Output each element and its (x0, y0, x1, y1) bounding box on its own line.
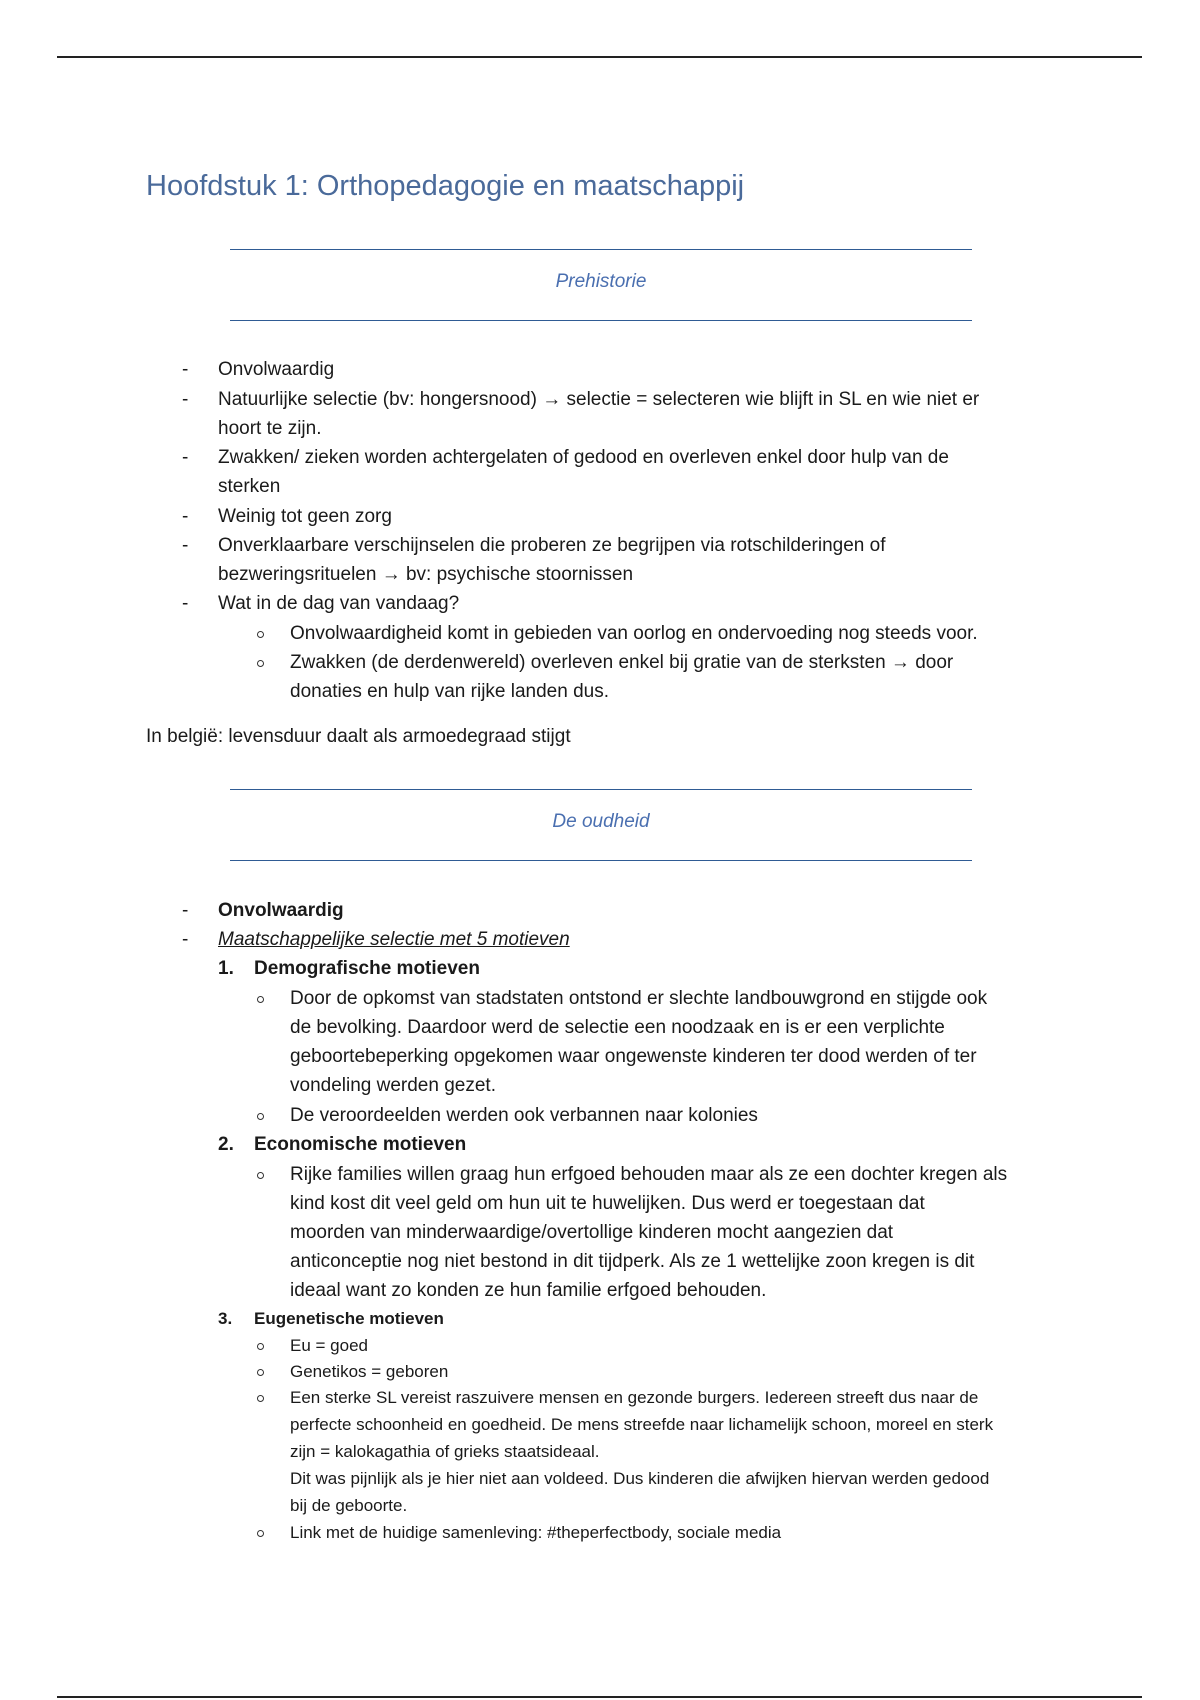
sub-list-item: Eu = goed (290, 1336, 368, 1355)
section-heading-label: De oudheid (552, 811, 650, 832)
section-heading-oudheid (230, 789, 972, 861)
section-rule-bottom (230, 860, 972, 861)
list-item-continuation: sterken (218, 476, 281, 497)
page-header-rule (57, 56, 1142, 58)
sub-list-item-continuation: Dit was pijnlijk als je hier niet aan voldeed. Dus kinderen die afwijken hiervan werden gedood (290, 1469, 990, 1488)
list-item: Onverklaarbare verschijnselen die proberen ze begrijpen via rotschilderingen of (218, 535, 886, 556)
sub-list-item: Genetikos = geboren (290, 1362, 449, 1381)
sub-list-item: Zwakken (de derdenwereld) overleven enkel bij gratie van de sterksten → door (290, 652, 954, 673)
sub-list-item: Onvolwaardigheid komt in gebieden van oorlog en ondervoeding nog steeds voor. (290, 623, 978, 644)
dash-bullet: - (182, 929, 189, 950)
dash-bullet: - (182, 506, 189, 527)
sub-list-item: Link met de huidige samenleving: #theperfectbody, sociale media (290, 1523, 782, 1542)
section-rule-top (230, 249, 972, 250)
dash-bullet: - (182, 535, 189, 556)
motive-title: Economische motieven (254, 1134, 467, 1155)
circle-bullet-icon (257, 1369, 264, 1376)
circle-bullet-icon (257, 1113, 264, 1120)
circle-bullet-icon (257, 1395, 264, 1402)
section-heading-prehistorie (230, 249, 972, 321)
sub-list-item: Door de opkomst van stadstaten ontstond er slechte landbouwgrond en stijgde ook (290, 988, 988, 1009)
sub-list-item-continuation: vondeling werden gezet. (290, 1075, 496, 1096)
list-item-continuation: bezweringsrituelen → bv: psychische stoornissen (218, 564, 634, 585)
section-heading-label: Prehistorie (555, 271, 647, 292)
list-item-continuation: hoort te zijn. (218, 418, 322, 439)
sub-list-item: Een sterke SL vereist raszuivere mensen en gezonde burgers. Iedereen streeft dus naar de (290, 1388, 979, 1407)
sub-list-item-continuation: bij de geboorte. (290, 1496, 408, 1515)
list-item: Wat in de dag van vandaag? (218, 593, 460, 614)
sub-list-item-continuation: perfecte schoonheid en goedheid. De mens streefde naar lichamelijk schoon, moreel en sterk (290, 1415, 994, 1434)
sub-list-item-continuation: donaties en hulp van rijke landen dus. (290, 681, 610, 702)
circle-bullet-icon (257, 1530, 264, 1537)
sub-list-item: Rijke families willen graag hun erfgoed behouden maar als ze een dochter kregen als (290, 1164, 1008, 1185)
dash-bullet: - (182, 900, 189, 921)
sub-list-item: De veroordeelden werden ook verbannen naar kolonies (290, 1105, 758, 1126)
page-footer-rule (57, 1696, 1142, 1698)
list-item-underlined: Maatschappelijke selectie met 5 motieven (218, 929, 570, 950)
list-item: Onvolwaardig (218, 359, 335, 380)
circle-bullet-icon (257, 660, 264, 667)
section-rule-bottom (230, 320, 972, 321)
list-item: Weinig tot geen zorg (218, 506, 392, 527)
circle-bullet-icon (257, 996, 264, 1003)
circle-bullet-icon (257, 631, 264, 638)
sub-list-item-continuation: zijn = kalokagathia of grieks staatsideaal. (290, 1442, 600, 1461)
motive-title: Demografische motieven (254, 958, 480, 979)
dash-bullet: - (182, 389, 189, 410)
motive-number: 3. (218, 1309, 233, 1328)
dash-bullet: - (182, 593, 189, 614)
sub-list-item-continuation: anticonceptie nog niet bestond in dit tijdperk. Als ze 1 wettelijke zoon kregen is dit (290, 1251, 975, 1272)
motive-number: 1. (218, 958, 234, 979)
sub-list-item-continuation: kind kost dit veel geld om hun uit te huwelijken. Dus werd er toegestaan dat (290, 1193, 925, 1214)
list-item: Zwakken/ zieken worden achtergelaten of gedood en overleven enkel door hulp van de (218, 447, 949, 468)
sub-list-item-continuation: geboortebeperking opgekomen waar ongewenste kinderen ter dood werden of ter (290, 1046, 977, 1067)
circle-bullet-icon (257, 1343, 264, 1350)
dash-bullet: - (182, 359, 189, 380)
sub-list-item-continuation: de bevolking. Daardoor werd de selectie een noodzaak en is er een verplichte (290, 1017, 945, 1038)
note-text: In belgië: levensduur daalt als armoedegraad stijgt (146, 726, 571, 747)
sub-list-item-continuation: ideaal want zo konden ze hun familie erfgoed behouden. (290, 1280, 767, 1301)
sub-list-item-continuation: moorden van minderwaardige/overtollige kinderen mocht aangezien dat (290, 1222, 894, 1243)
list-item-bold: Onvolwaardig (218, 900, 344, 921)
chapter-title: Hoofdstuk 1: Orthopedagogie en maatschappij (146, 170, 745, 202)
motive-number: 2. (218, 1134, 234, 1155)
list-item: Natuurlijke selectie (bv: hongersnood) → selectie = selecteren wie blijft in SL en wie niet er (218, 389, 980, 410)
motive-title: Eugenetische motieven (254, 1309, 444, 1328)
section-rule-top (230, 789, 972, 790)
circle-bullet-icon (257, 1172, 264, 1179)
dash-bullet: - (182, 447, 189, 468)
